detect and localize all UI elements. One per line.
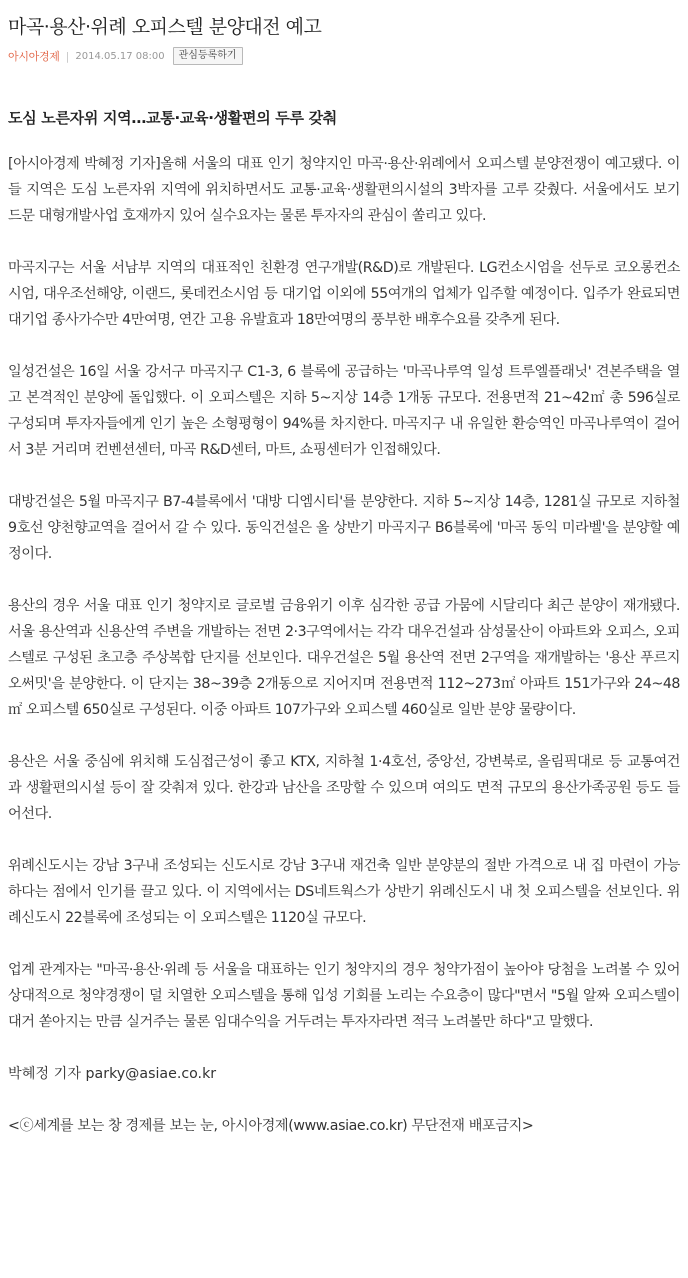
interest-register-button[interactable]: 관심등록하기 <box>173 47 243 65</box>
paragraph: 대방건설은 5월 마곡지구 B7-4블록에서 '대방 디엠시티'를 분양한다. 지하 5~지상 14층, 1281실 규모로 지하철 9호선 양천향교역을 걸어서 갈 수 있다. 동익건설은 올 상반기 마곡지구 B6블록에 '마곡 동익 미라벨'을 분양할 예정이다. <box>8 494 680 562</box>
publish-date: 2014.05.17 08:00 <box>75 50 165 62</box>
article-title: 마곡·용산·위례 오피스텔 분양대전 예고 <box>8 16 322 38</box>
article <box>8 0 680 1139</box>
paragraph: 마곡지구는 서울 서남부 지역의 대표적인 친환경 연구개발(R&D)로 개발된다. LG컨소시엄을 선두로 코오롱컨소시엄, 대우조선해양, 이랜드, 롯데컨소시엄 등 대기업 이외에 55여개의 업체가 입주할 예정이다. 입주가 완료되면 대기업 종사가수만 4만여명, 연간 고용 유발효과 18만여명의 풍부한 배후수요를 갖추게 된다. <box>8 260 680 328</box>
paragraph: [아시아경제 박혜정 기자]올해 서울의 대표 인기 청약지인 마곡·용산·위례에서 오피스텔 분양전쟁이 예고됐다. 이들 지역은 도심 노른자위 지역에 위치하면서도 교통·교육·생활편의시설의 3박자를 고루 갖췄다. 서울에서도 보기 드문 대형개발사업 호재까지 있어 실수요자는 물론 투자자의 관심이 쏠리고 있다. <box>8 156 680 224</box>
article-subtitle: 도심 노른자위 지역…교통·교육·생활편의 두루 갖춰 <box>8 109 337 127</box>
article-meta <box>8 46 680 66</box>
copyright-notice: <ⓒ세계를 보는 창 경제를 보는 눈, 아시아경제(www.asiae.co.kr) 무단전재 배포금지> <box>8 1118 534 1134</box>
article-body <box>8 151 680 1139</box>
source-name[interactable]: 아시아경제 <box>8 50 60 63</box>
meta-separator: | <box>65 49 70 63</box>
paragraph: 용산은 서울 중심에 위치해 도심접근성이 좋고 KTX, 지하철 1·4호선, 중앙선, 강변북로, 올림픽대로 등 교통여건과 생활편의시설 등이 잘 갖춰져 있다. 한강과 남산을 조망할 수 있으며 여의도 면적 규모의 용산가족공원 등도 들어선다. <box>8 754 680 822</box>
paragraph: 용산의 경우 서울 대표 인기 청약지로 글로벌 금융위기 이후 심각한 공급 가뭄에 시달리다 최근 분양이 재개됐다. 서울 용산역과 신용산역 주변을 개발하는 전면 2·3구역에서는 각각 대우건설과 삼성물산이 아파트와 오피스, 오피스텔로 구성된 초고층 주상복합 단지를 선보인다. 대우건설은 5월 용산역 전면 2구역을 재개발하는 '용산 푸르지오써밋'을 분양한다. 이 단지는 38~39층 2개동으로 지어지며 전용면적 112~273㎡ 아파트 151가구와 24~48㎡ 오피스텔 650실로 구성된다. 이중 아파트 107가구와 오피스텔 460실로 일반 분양 물량이다. <box>8 598 680 718</box>
byline: 박혜정 기자 parky@asiae.co.kr <box>8 1066 217 1082</box>
paragraph: 업계 관계자는 "마곡·용산·위례 등 서울을 대표하는 인기 청약지의 경우 청약가점이 높아야 당첨을 노려볼 수 있어 상대적으로 청약경쟁이 덜 치열한 오피스텔을 통해 입성 기회를 노리는 수요층이 많다"면서 "5월 알짜 오피스텔이 대거 쏟아지는 만큼 실거주는 물론 임대수익을 거두려는 투자자라면 적극 노려볼만 하다"고 말했다. <box>8 962 680 1030</box>
paragraph: 위례신도시는 강남 3구내 조성되는 신도시로 강남 3구내 재건축 일반 분양분의 절반 가격으로 내 집 마련이 가능하다는 점에서 인기를 끌고 있다. 이 지역에서는 DS네트웍스가 상반기 위례신도시 내 첫 오피스텔을 선보인다. 위례신도시 22블록에 조성되는 이 오피스텔은 1120실 규모다. <box>8 858 680 926</box>
paragraph: 일성건설은 16일 서울 강서구 마곡지구 C1-3, 6 블록에 공급하는 '마곡나루역 일성 트루엘플래닛' 견본주택을 열고 본격적인 분양에 돌입했다. 이 오피스텔은 지하 5~지상 14층 1개동 규모다. 전용면적 21~42㎡ 총 596실로 구성되며 투자자들에게 인기 높은 소형평형이 94%를 차지한다. 마곡지구 내 유일한 환승역인 마곡나루역이 걸어서 3분 거리며 컨벤션센터, 마곡 R&D센터, 마트, 쇼핑센터가 인접해있다. <box>8 364 680 458</box>
